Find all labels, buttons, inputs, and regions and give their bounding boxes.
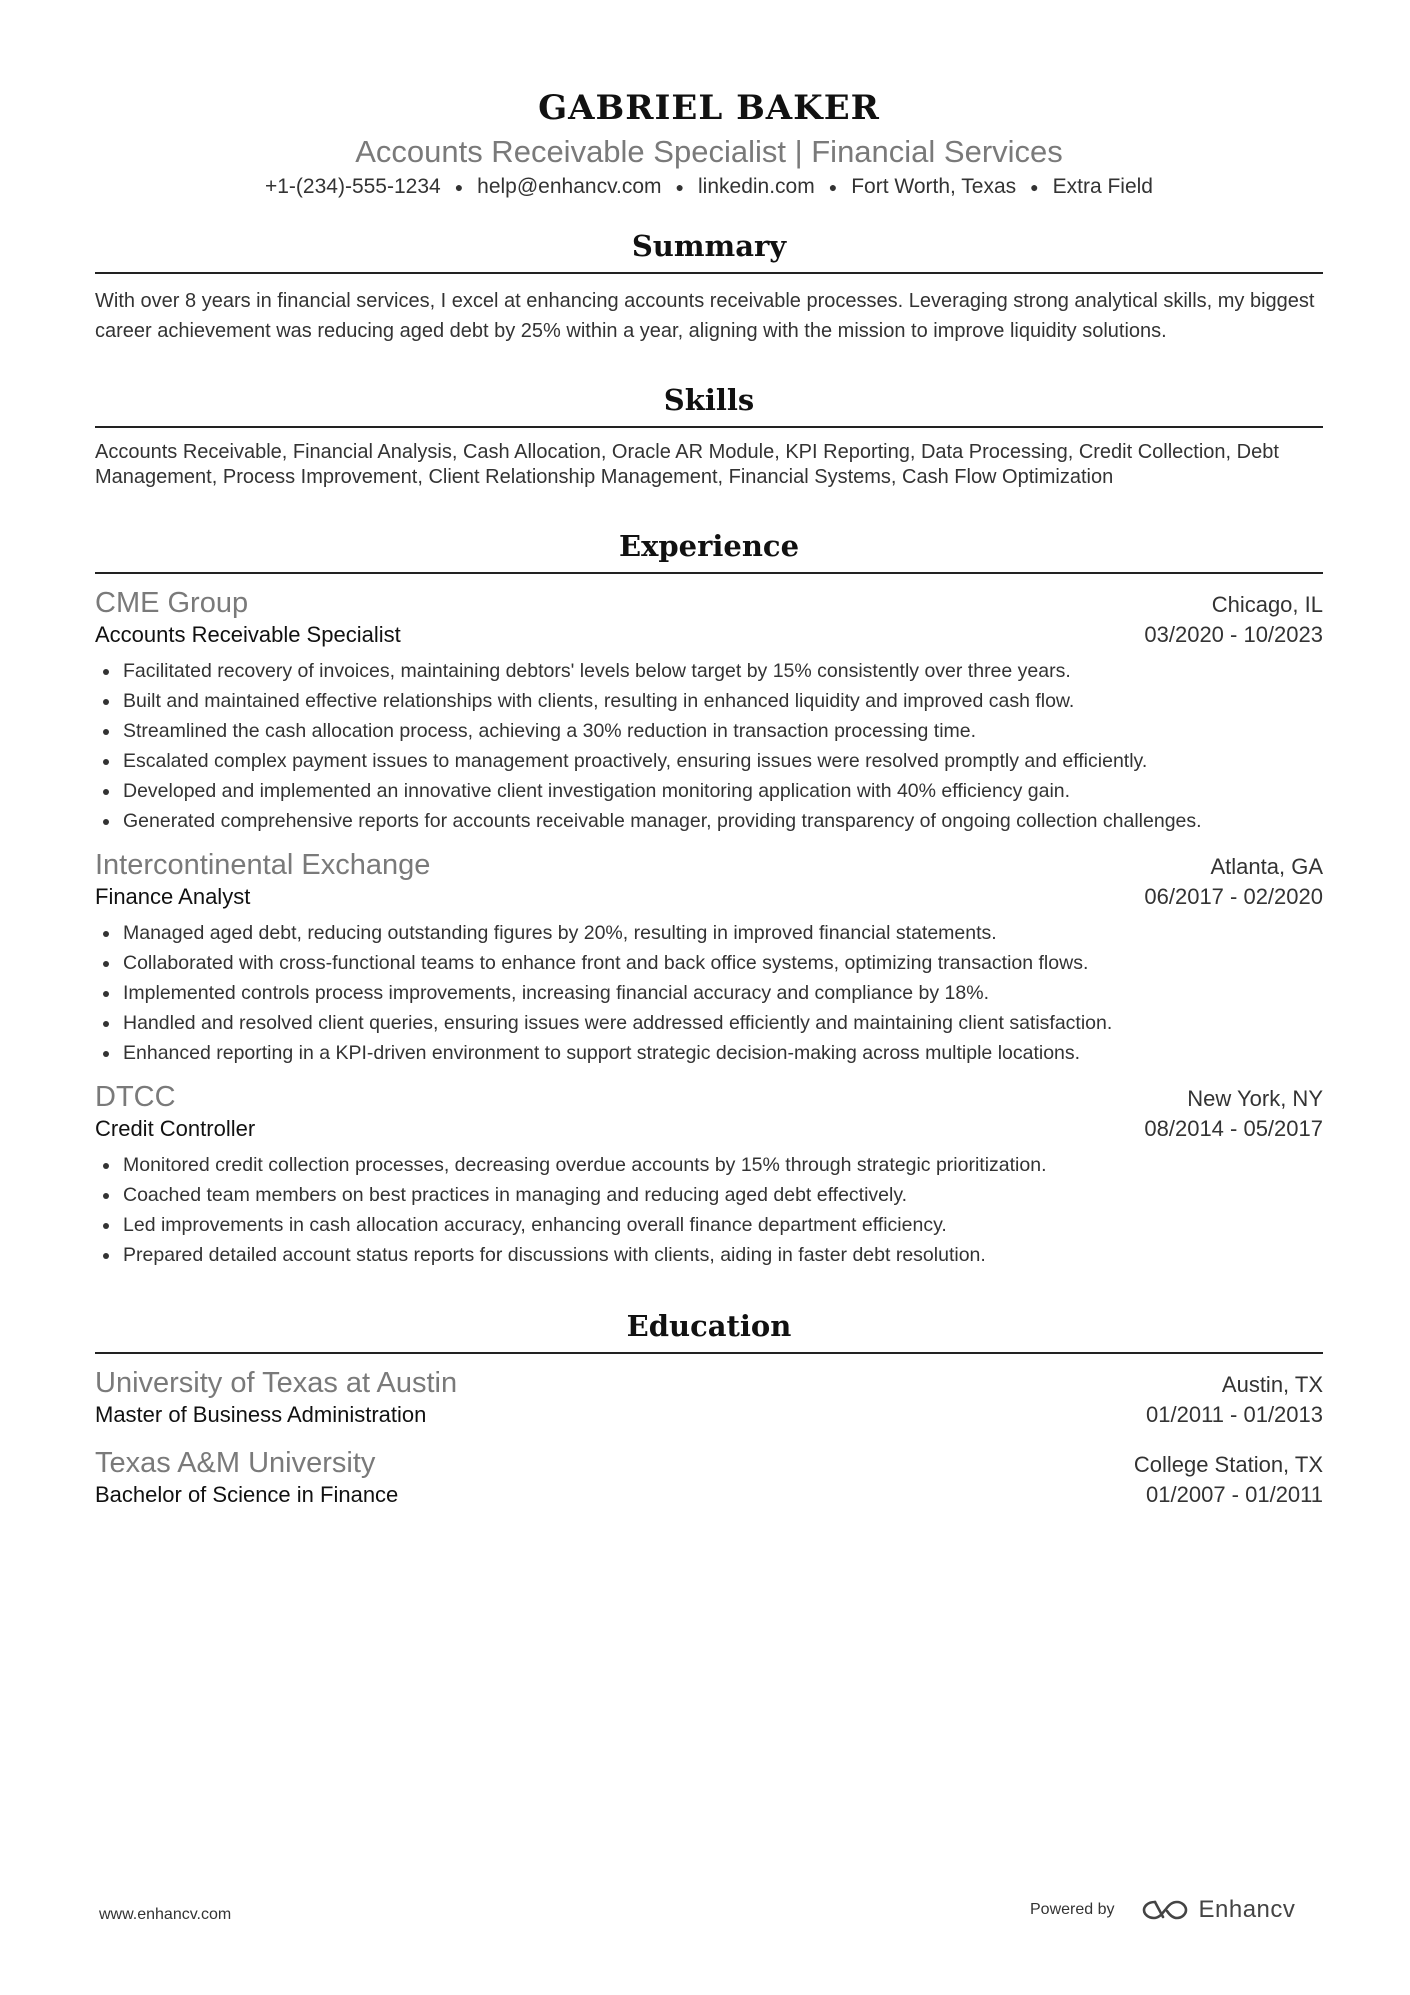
bullet-list xyxy=(95,656,1323,836)
bullet-item: Monitored credit collection processes, decreasing overdue accounts by 15% through strategic prioritization. xyxy=(95,1150,1323,1180)
brand-name: Enhancv xyxy=(1198,1896,1296,1923)
bullet-item: Generated comprehensive reports for accounts receivable manager, providing transparency of ongoing collection challenges. xyxy=(95,806,1323,836)
enhancv-logo[interactable] xyxy=(1141,1896,1296,1924)
entry-header xyxy=(95,1364,1323,1402)
job-title: Finance Analyst xyxy=(95,884,251,910)
footer-branding xyxy=(1030,1896,1295,1924)
resume-page xyxy=(95,0,1323,1510)
location: Fort Worth, Texas xyxy=(851,175,1017,198)
section-divider xyxy=(95,426,1323,428)
school-name: Texas A&M University xyxy=(95,1447,376,1480)
summary-text: With over 8 years in financial services, I excel at enhancing accounts receivable processes. Leveraging strong analytical skills, my biggest career achievement was reducing aged debt by 25% within a year, aligning with the mission to improve liquidity solutions. xyxy=(95,290,1315,343)
summary-section xyxy=(95,226,1323,346)
school-name: University of Texas at Austin xyxy=(95,1367,458,1400)
bullet-item: Coached team members on best practices in managing and reducing aged debt effectively. xyxy=(95,1180,1323,1210)
bullet-item: Facilitated recovery of invoices, maintaining debtors' levels below target by 15% consistently over three years. xyxy=(95,656,1323,686)
job-dates: 06/2017 - 02/2020 xyxy=(1144,884,1323,910)
bullet-item: Led improvements in cash allocation accuracy, enhancing overall finance department efficiency. xyxy=(95,1210,1323,1240)
contact-line xyxy=(95,172,1323,202)
bullet-item: Prepared detailed account status reports for discussions with clients, aiding in faster debt resolution. xyxy=(95,1240,1323,1270)
section-divider xyxy=(95,272,1323,274)
school-location: College Station, TX xyxy=(1133,1452,1323,1478)
education-dates: 01/2011 - 01/2013 xyxy=(1146,1402,1323,1428)
school-location: Austin, TX xyxy=(1221,1372,1323,1398)
entry-header xyxy=(95,584,1323,622)
separator-dot: ● xyxy=(828,179,838,196)
entry-subheader xyxy=(95,1400,1323,1430)
bullet-item: Collaborated with cross-functional teams to enhance front and back office systems, optimizing transaction flows. xyxy=(95,948,1323,978)
experience-entry xyxy=(95,1078,1323,1270)
bullet-item: Enhanced reporting in a KPI-driven environment to support strategic decision-making across multiple locations. xyxy=(95,1038,1323,1068)
skills-section xyxy=(95,380,1323,490)
job-title: Accounts Receivable Specialist xyxy=(95,622,401,648)
separator-dot: ● xyxy=(675,179,684,196)
candidate-title: Accounts Receivable Specialist | Financial Services xyxy=(355,134,1063,169)
bullet-item: Built and maintained effective relationships with clients, resulting in enhanced liquidity and improved cash flow. xyxy=(95,686,1323,716)
phone: +1-(234)-555-1234 xyxy=(264,175,441,198)
bullet-item: Managed aged debt, reducing outstanding figures by 20%, resulting in improved financial statements. xyxy=(95,918,1323,948)
job-dates: 03/2020 - 10/2023 xyxy=(1144,622,1323,648)
degree: Bachelor of Science in Finance xyxy=(95,1482,399,1508)
company-location: Chicago, IL xyxy=(1211,592,1323,618)
separator-dot: ● xyxy=(1030,179,1039,196)
bullet-list xyxy=(95,1150,1323,1270)
experience-entry xyxy=(95,846,1323,1068)
candidate-name: GABRIEL BAKER xyxy=(538,88,880,128)
company-name: CME Group xyxy=(95,587,249,620)
bullet-item: Implemented controls process improvements, increasing financial accuracy and compliance by 18%. xyxy=(95,978,1323,1008)
enhancv-logo-icon xyxy=(1141,1897,1189,1923)
education-entry xyxy=(95,1444,1323,1510)
company-name: Intercontinental Exchange xyxy=(95,849,431,882)
entry-header xyxy=(95,1078,1323,1116)
company-location: Atlanta, GA xyxy=(1210,854,1323,880)
footer-website-link[interactable]: www.enhancv.com xyxy=(99,1906,232,1923)
job-title: Credit Controller xyxy=(95,1116,256,1142)
entry-header xyxy=(95,846,1323,884)
entry-subheader xyxy=(95,620,1323,650)
section-divider xyxy=(95,572,1323,574)
bullet-item: Escalated complex payment issues to management proactively, ensuring issues were resolved promptly and efficiently. xyxy=(95,746,1323,776)
section-title-experience: Experience xyxy=(618,529,800,564)
bullet-item: Streamlined the cash allocation process, achieving a 30% reduction in transaction processing time. xyxy=(95,716,1323,746)
email: help@enhancv.com xyxy=(477,175,662,198)
degree: Master of Business Administration xyxy=(95,1402,427,1428)
education-entry xyxy=(95,1364,1323,1430)
section-title-summary: Summary xyxy=(631,229,787,264)
entry-subheader xyxy=(95,882,1323,912)
section-divider xyxy=(95,1352,1323,1354)
powered-by-label: Powered by xyxy=(1030,1901,1115,1918)
bullet-item: Developed and implemented an innovative client investigation monitoring application with 40% efficiency gain. xyxy=(95,776,1323,806)
entry-subheader xyxy=(95,1480,1323,1510)
entry-subheader xyxy=(95,1114,1323,1144)
section-title-education: Education xyxy=(626,1309,792,1344)
experience-entry xyxy=(95,584,1323,836)
resume-header xyxy=(95,0,1323,202)
linkedin: linkedin.com xyxy=(698,175,815,198)
company-location: New York, NY xyxy=(1187,1086,1323,1112)
job-dates: 08/2014 - 05/2017 xyxy=(1144,1116,1323,1142)
experience-section xyxy=(95,526,1323,1270)
separator-dot: ● xyxy=(454,179,464,196)
extra-field: Extra Field xyxy=(1052,175,1153,198)
company-name: DTCC xyxy=(95,1081,176,1114)
education-dates: 01/2007 - 01/2011 xyxy=(1146,1482,1323,1508)
section-title-skills: Skills xyxy=(663,383,755,418)
skills-text: Accounts Receivable, Financial Analysis, Cash Allocation, Oracle AR Module, KPI Reporting, Data Processing, Credit Collection, Debt Management, Process Improvement, Client Relationship Management, Financial Systems, Cash Flow Optimization xyxy=(95,441,1279,489)
entry-header xyxy=(95,1444,1323,1482)
bullet-list xyxy=(95,918,1323,1068)
bullet-item: Handled and resolved client queries, ensuring issues were addressed efficiently and maintaining client satisfaction. xyxy=(95,1008,1323,1038)
education-section xyxy=(95,1306,1323,1510)
